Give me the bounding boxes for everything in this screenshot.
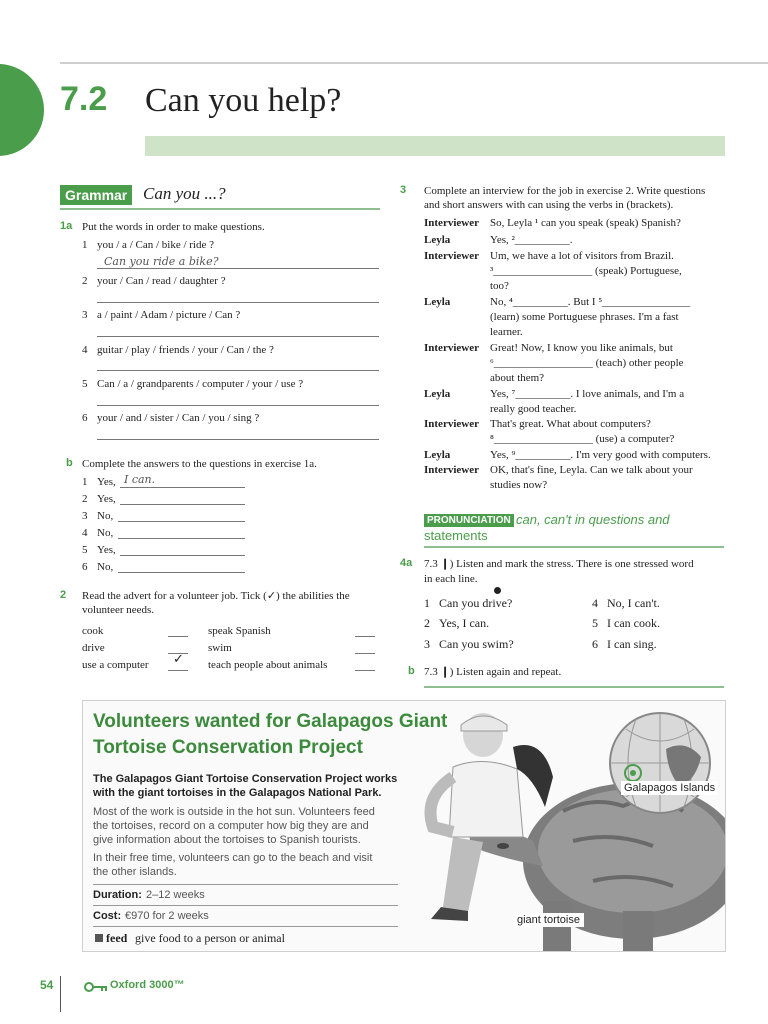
item-prompt: guitar / play / friends / your / Can / the ?	[97, 344, 274, 356]
pronunciation-tag: PRONUNCIATION	[424, 514, 514, 527]
glossary-word: feed	[106, 931, 128, 945]
answer-line[interactable]	[97, 324, 379, 337]
advert-body-line: In their free time, volunteers can go to the beach and visit	[93, 852, 373, 864]
exercise-instruction: 7.3 ❙) Listen again and repeat.	[424, 666, 562, 678]
item-prompt: No,	[97, 561, 114, 573]
answer-line[interactable]	[97, 427, 379, 440]
exercise-instruction: Put the words in order to make questions.	[82, 221, 265, 233]
item-prompt: No,	[97, 527, 114, 539]
stress-item[interactable]: Can you swim?	[439, 637, 514, 651]
interview-line: studies now?	[490, 479, 548, 491]
stress-mark-icon	[494, 587, 501, 594]
item-prompt: Yes,	[97, 493, 116, 505]
item-number: 2	[82, 275, 88, 287]
footer-brand: Oxford 3000™	[110, 979, 185, 991]
check-icon: ✓	[173, 652, 184, 667]
page-title: Can you help?	[145, 82, 342, 119]
pronunciation-heading-line-1: can, can't in questions and	[516, 512, 670, 527]
volunteer-photo	[413, 707, 563, 937]
unit-semicircle	[0, 64, 44, 156]
answer-line[interactable]	[118, 509, 245, 522]
interview-line: Yes, ⁹__________. I'm very good with computers.	[490, 449, 711, 461]
interview-line: too?	[490, 280, 509, 292]
item-prompt: your / Can / read / daughter ?	[97, 275, 226, 287]
advert-rule	[93, 905, 398, 906]
answer-line[interactable]	[118, 526, 245, 539]
item-number: 6	[82, 412, 88, 424]
advert-body-line: the tortoises, record on a computer how big they are and	[93, 820, 369, 832]
interview-line: Great! Now, I know you like animals, but	[490, 342, 673, 354]
stress-item[interactable]: I can sing.	[607, 637, 657, 651]
tick-box[interactable]	[355, 624, 375, 637]
grammar-heading: Can you ...?	[143, 184, 226, 203]
exercise-instruction-line-2: in each line.	[424, 573, 478, 585]
interview-line: Yes, ²__________.	[490, 234, 573, 246]
exercise-number: 4a	[400, 557, 413, 569]
item-prompt: a / paint / Adam / picture / Can ?	[97, 309, 241, 321]
interview-line: about them?	[490, 372, 545, 384]
advert-body-line: give information about the tortoises to Spanish tourists.	[93, 834, 361, 846]
item-number: 4	[592, 596, 598, 610]
item-prompt: Yes,	[97, 544, 116, 556]
advert-box	[82, 700, 726, 952]
stress-item[interactable]: I can cook.	[607, 616, 660, 630]
footer-divider	[60, 976, 61, 1012]
interview-line: ³__________________ (speak) Portuguese,	[490, 265, 682, 277]
tick-box[interactable]	[168, 624, 188, 637]
handwritten-answer: I can.	[124, 473, 156, 486]
item-number: 6	[592, 637, 598, 651]
answer-line[interactable]	[97, 290, 379, 303]
speaker: Interviewer	[424, 250, 479, 262]
cost-value: €970 for 2 weeks	[125, 910, 209, 922]
advert-rule	[93, 926, 398, 927]
item-number: 5	[82, 544, 88, 556]
ability-label: speak Spanish	[208, 625, 271, 637]
stress-item[interactable]: Yes, I can.	[439, 616, 490, 630]
exercise-instruction: Complete the answers to the questions in exercise 1a.	[82, 458, 317, 470]
item-number: 5	[82, 378, 88, 390]
item-prompt: you / a / Can / bike / ride ?	[97, 239, 214, 251]
speaker: Leyla	[424, 388, 451, 400]
grammar-tag: Grammar	[60, 185, 132, 205]
glossary-definition: give food to a person or animal	[135, 931, 285, 945]
speaker: Interviewer	[424, 217, 479, 229]
tick-box[interactable]	[355, 658, 375, 671]
item-number: 2	[82, 493, 88, 505]
title-bar	[145, 136, 725, 156]
pronunciation-underline	[424, 546, 724, 548]
answer-line[interactable]	[97, 393, 379, 406]
tick-box[interactable]	[355, 641, 375, 654]
item-number: 2	[424, 616, 430, 630]
item-prompt: Yes,	[97, 476, 116, 488]
item-number: 3	[424, 637, 430, 651]
pronunciation-heading-line-2: statements	[424, 528, 488, 543]
ability-label: use a computer	[82, 659, 149, 671]
item-prompt: your / and / sister / Can / you / sing ?	[97, 412, 260, 424]
exercise-number: 1a	[60, 220, 73, 232]
advert-body-line: the other islands.	[93, 866, 177, 878]
answer-line[interactable]	[120, 543, 245, 556]
exercise-number: b	[66, 457, 73, 469]
exercise-instruction-line-2: and short answers with can using the verbs in (brackets).	[424, 199, 674, 211]
advert-rule	[93, 884, 398, 885]
item-number: 1	[424, 596, 430, 610]
item-number: 3	[82, 510, 88, 522]
answer-line[interactable]	[120, 492, 245, 505]
interview-line: (learn) some Portuguese phrases. I'm a fast	[490, 311, 679, 323]
ability-label: teach people about animals	[208, 659, 328, 671]
exercise-instruction-line-1: 7.3 ❙) Listen and mark the stress. There is one stressed word	[424, 558, 694, 570]
map-label: Galapagos Islands	[621, 781, 718, 795]
duration-label: Duration:	[93, 889, 142, 901]
advert-lead-line-1: The Galapagos Giant Tortoise Conservation Project works	[93, 773, 398, 785]
item-number: 3	[82, 309, 88, 321]
interview-line: No, ⁴__________. But I ⁵________________	[490, 296, 691, 308]
ability-label: swim	[208, 642, 232, 654]
interview-line: OK, that's fine, Leyla. Can we talk about your	[490, 464, 693, 476]
speaker: Interviewer	[424, 342, 479, 354]
interview-line: ⁶__________________ (teach) other people	[490, 357, 684, 369]
interview-line: So, Leyla ¹ can you speak (speak) Spanish?	[490, 217, 681, 229]
advert-lead-line-2: with the giant tortoises in the Galapagos National Park.	[93, 787, 382, 799]
advert-title-line-2: Tortoise Conservation Project	[93, 737, 363, 758]
item-prompt: No,	[97, 510, 114, 522]
interview-line: learner.	[490, 326, 523, 338]
speaker: Leyla	[424, 449, 451, 461]
unit-number: 7.2	[60, 80, 108, 118]
item-number: 4	[82, 527, 88, 539]
stress-item[interactable]: No, I can't.	[607, 596, 660, 610]
exercise-number: 2	[60, 589, 67, 601]
handwritten-answer: Can you ride a bike?	[104, 255, 219, 268]
speaker: Leyla	[424, 234, 451, 246]
top-rule	[60, 62, 768, 64]
exercise-number: b	[408, 665, 415, 677]
interview-line: really good teacher.	[490, 403, 577, 415]
answer-line[interactable]	[97, 358, 379, 371]
speaker: Leyla	[424, 296, 451, 308]
answer-line[interactable]	[118, 560, 245, 573]
cost-label: Cost:	[93, 910, 122, 922]
advert-title-line-1: Volunteers wanted for Galapagos Giant	[93, 711, 448, 732]
duration-value: 2–12 weeks	[146, 889, 205, 901]
item-prompt: Can / a / grandparents / computer / your / use ?	[97, 378, 304, 390]
item-number: 4	[82, 344, 88, 356]
exercise-instruction: Read the advert for a volunteer job. Tick (✓) the abilities the volunteer needs.	[82, 590, 350, 616]
speaker: Interviewer	[424, 418, 479, 430]
ability-label: cook	[82, 625, 104, 637]
interview-line: ⁸__________________ (use) a computer?	[490, 433, 675, 445]
tortoise-label: giant tortoise	[513, 913, 584, 927]
interview-line: Yes, ⁷__________. I love animals, and I'm a	[490, 388, 685, 400]
stress-item[interactable]: Can you drive?	[439, 596, 513, 610]
interview-line: That's great. What about computers?	[490, 418, 651, 430]
exercise-instruction-line-1: Complete an interview for the job in exercise 2. Write questions	[424, 185, 706, 197]
page-number: 54	[40, 978, 54, 992]
item-number: 5	[592, 616, 598, 630]
interview-line: Um, we have a lot of visitors from Brazil.	[490, 250, 674, 262]
item-number: 1	[82, 476, 88, 488]
ability-label: drive	[82, 642, 105, 654]
key-icon	[84, 980, 108, 992]
item-number: 1	[82, 239, 88, 251]
exercise-number: 3	[400, 184, 407, 196]
advert-body-line: Most of the work is outside in the hot sun. Volunteers feed	[93, 806, 375, 818]
globe-map	[606, 709, 714, 817]
pronunciation-bottom-rule	[424, 686, 724, 688]
item-number: 6	[82, 561, 88, 573]
glossary-square-icon	[95, 934, 103, 942]
grammar-underline	[60, 208, 380, 210]
speaker: Interviewer	[424, 464, 479, 476]
